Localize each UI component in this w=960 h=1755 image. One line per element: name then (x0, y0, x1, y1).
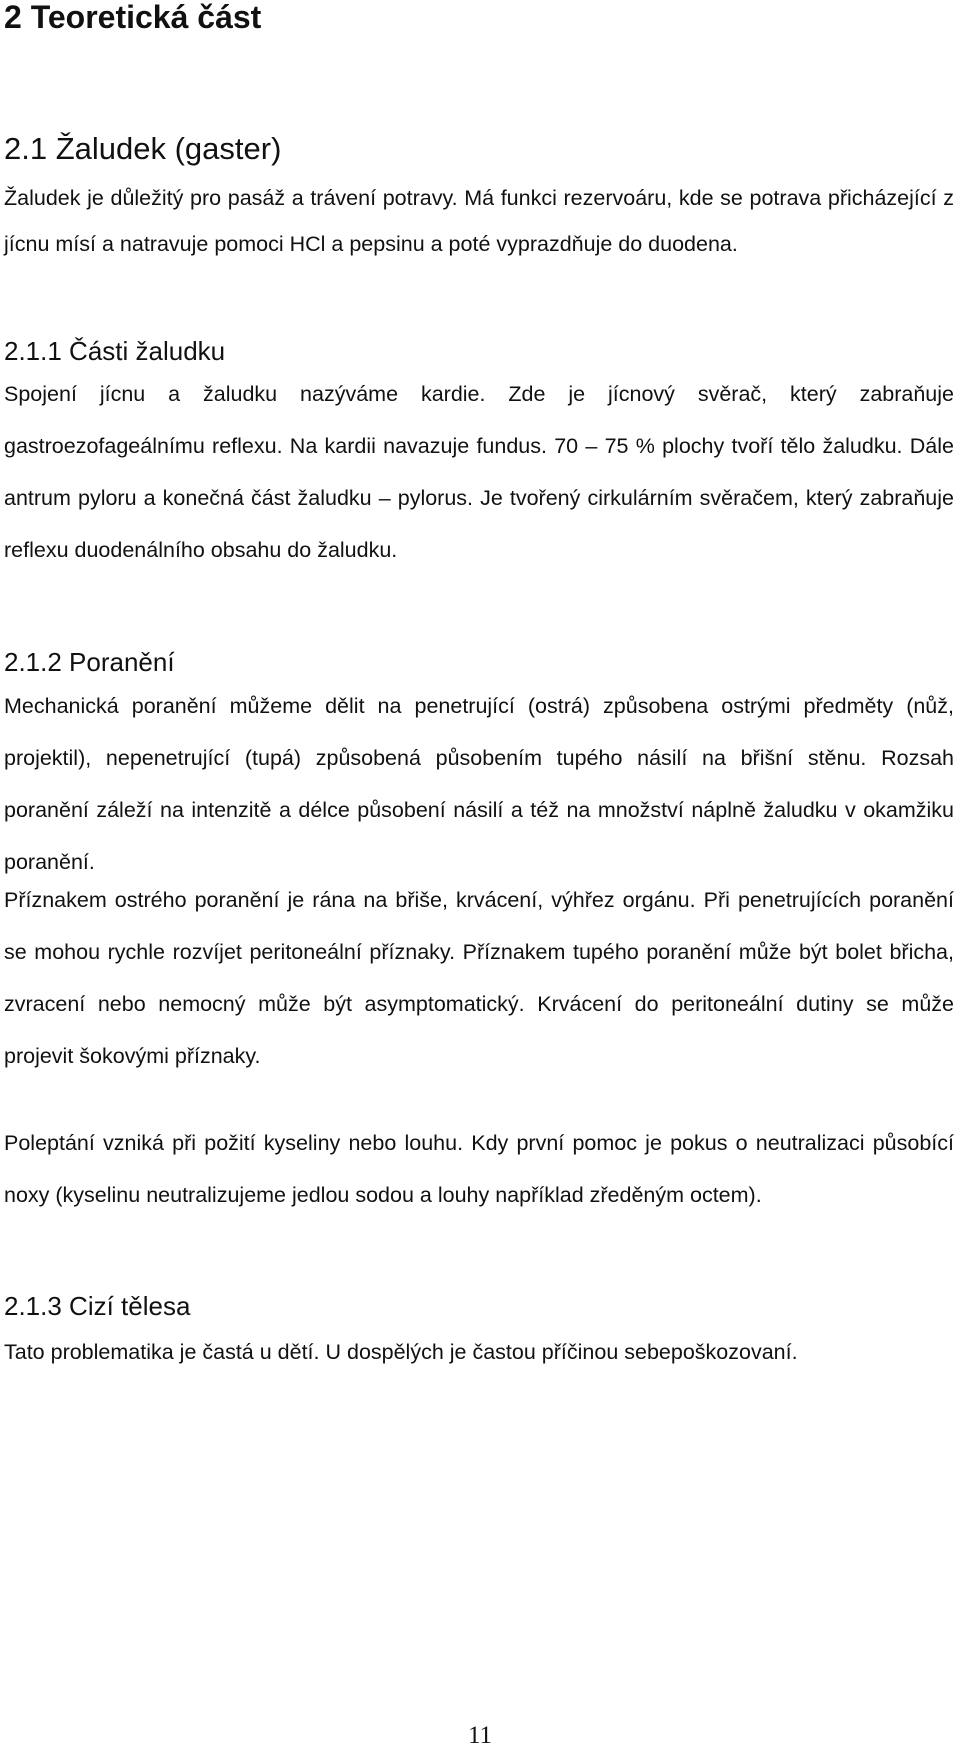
paragraph: Příznakem ostrého poranění je rána na břiše, krvácení, výhřez orgánu. Při penetrujících poranění se mohou rychle rozvíjet peritoneální příznaky. Příznakem tupého poranění může být bolet břicha, zvracení nebo nemocný může být asymptomatický. Krvácení do peritoneální dutiny se může projevit šokovými příznaky. (4, 888, 954, 1068)
subsection-title: 2.1.1 Části žaludku (4, 336, 226, 366)
paragraph: Mechanická poranění můžeme dělit na penetrující (ostrá) způsobena ostrými předměty (nůž, projektil), nepenetrující (tupá) způsobená působením tupého násilí na břišní stěnu. Rozsah poranění záleží na intenzitě a délce působení násilí a též na množství náplně žaludku v okamžiku poranění. (4, 694, 954, 874)
paragraph: Tato problematika je častá u dětí. U dospělých je častou příčinou sebepoškozovaní. (4, 1340, 798, 1364)
chapter-title: 2 Teoretická část (4, 0, 262, 35)
subsection-title: 2.1.2 Poranění (4, 647, 175, 677)
subsection-title: 2.1.3 Cizí tělesa (4, 1291, 191, 1321)
page-number: 11 (467, 1722, 493, 1749)
section-title: 2.1 Žaludek (gaster) (4, 131, 282, 166)
paragraph: Spojení jícnu a žaludku nazýváme kardie. Zde je jícnový svěrač, který zabraňuje gastroezofageálnímu reflexu. Na kardii navazuje fundus. 70 – 75 % plochy tvoří tělo žaludku. Dále antrum pyloru a konečná část žaludku – pylorus. Je tvořený cirkulárním svěračem, který zabraňuje reflexu duodenálního obsahu do žaludku. (4, 382, 954, 562)
section-intro: Žaludek je důležitý pro pasáž a trávení potravy. Má funkci rezervoáru, kde se potrava přicházející z jícnu mísí a natravuje pomoci HCl a pepsinu a poté vyprazdňuje do duodena. (4, 186, 954, 256)
paragraph: Poleptání vzniká při požití kyseliny nebo louhu. Kdy první pomoc je pokus o neutralizaci působící noxy (kyselinu neutralizujeme jedlou sodou a louhy například zředěným octem). (4, 1131, 954, 1207)
